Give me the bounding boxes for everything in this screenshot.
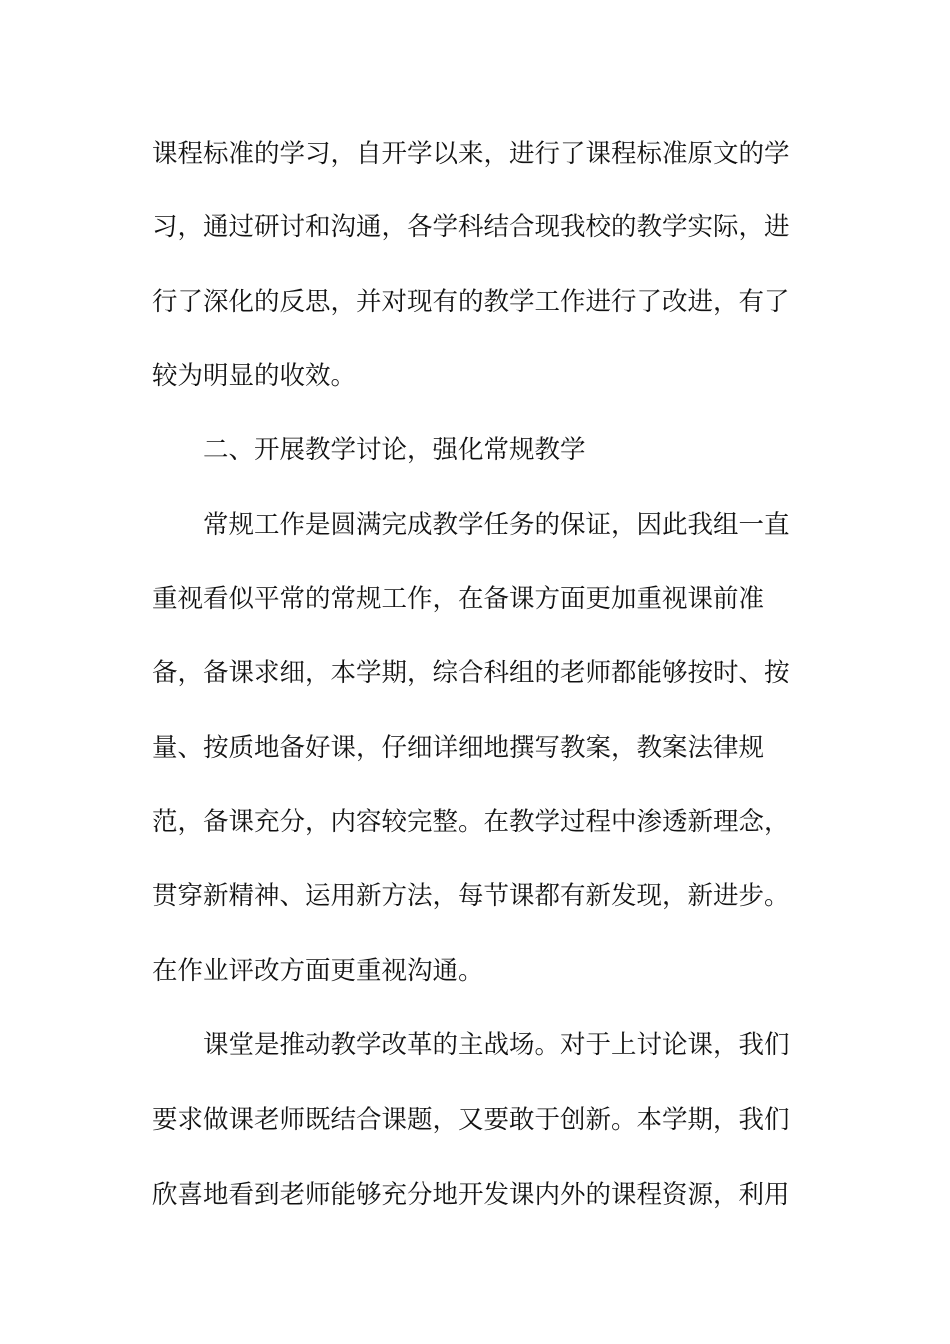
text-line: 在作业评改方面更重视沟通。 [152,956,484,986]
text-line: 量、按质地备好课，仔细详细地撰写教案，教案法律规 [152,733,765,763]
text-line: 行了深化的反思，并对现有的教学工作进行了改进，有了 [152,287,790,317]
text-line: 习，通过研讨和沟通，各学科结合现我校的教学实际，进 [152,212,790,242]
section-heading: 二、开展教学讨论，强化常规教学 [203,435,586,465]
text-line: 重视看似平常的常规工作，在备课方面更加重视课前准 [152,584,765,614]
text-line: 备，备课求细，本学期，综合科组的老师都能够按时、按 [152,658,790,688]
text-line: 欣喜地看到老师能够充分地开发课内外的课程资源，利用 [152,1180,790,1210]
text-line: 常规工作是圆满完成教学任务的保证，因此我组一直 [203,510,790,540]
text-line: 范，备课充分，内容较完整。在教学过程中渗透新理念， [152,807,790,837]
text-line: 课堂是推动教学改革的主战场。对于上讨论课，我们 [203,1030,790,1060]
text-line: 较为明显的收效。 [152,361,357,391]
text-line: 课程标准的学习，自开学以来，进行了课程标准原文的学 [152,139,790,169]
text-line: 贯穿新精神、运用新方法，每节课都有新发现，新进步。 [152,881,790,911]
text-line: 要求做课老师既结合课题，又要敢于创新。本学期，我们 [152,1105,790,1135]
